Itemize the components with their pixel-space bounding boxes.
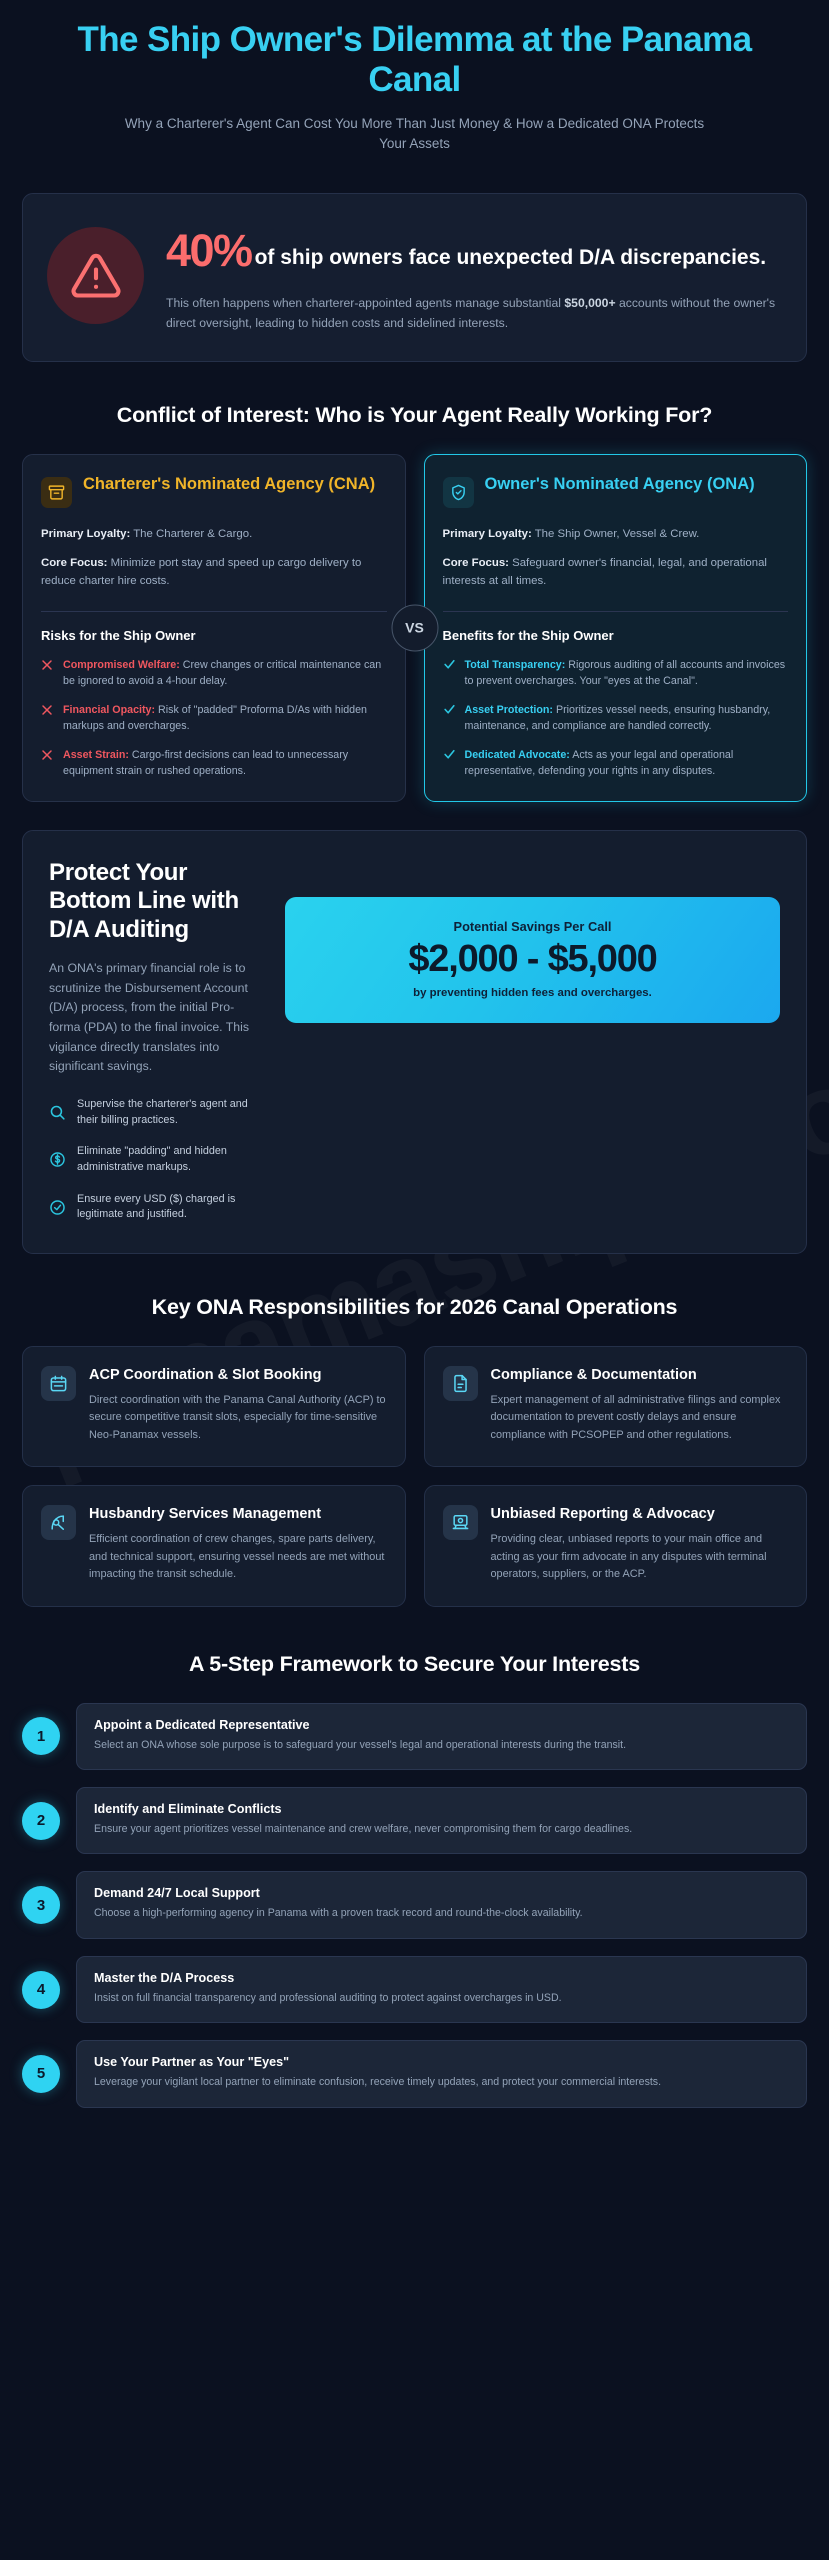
da-auditing-checks <box>49 1097 259 1223</box>
responsibility-title: Compliance & Documentation <box>490 1366 697 1383</box>
cna-risk-1-label: Financial Opacity: <box>63 703 156 716</box>
comparison-container <box>22 454 807 802</box>
step-number-badge: 4 <box>22 1971 60 2009</box>
stat-headline-text: of ship owners face unexpected D/A discrepancies. <box>254 246 767 270</box>
check-circle-icon <box>49 1199 66 1216</box>
step-number-badge: 2 <box>22 1802 60 1840</box>
da-auditing-left <box>49 859 259 1223</box>
framework-step <box>22 2040 807 2107</box>
cna-risk-0-label: Compromised Welfare: <box>63 658 180 671</box>
da-auditing-lead: An ONA's primary financial role is to scrutinize the Disbursement Account (D/A) process, from the initial Pro-forma (PDA) to the final invoice. This vigilance directly translates into significant savings. <box>49 960 250 1074</box>
responsibility-text: Expert management of all administrative filings and complex documentation to prevent costly delays and ensure compliance with PCSOPEP and other regulations. <box>490 1393 781 1441</box>
ona-card <box>424 454 808 802</box>
step-text: Choose a high-performing agency in Panama with a proven track record and round-the-clock availability. <box>94 1907 583 1920</box>
savings-label: Potential Savings Per Call <box>453 919 612 935</box>
list-item <box>443 657 789 689</box>
da-auditing-right <box>285 859 780 1023</box>
list-item <box>49 1144 259 1175</box>
ona-title: Owner's Nominated Agency (ONA) <box>484 474 755 493</box>
cna-loyalty-value: The Charterer & Cargo. <box>130 527 253 540</box>
list-item-text <box>63 657 387 689</box>
framework-section-title: A 5-Step Framework to Secure Your Interests <box>188 1651 640 1676</box>
step-title: Identify and Eliminate Conflicts <box>94 1801 282 1816</box>
page-title: The Ship Owner's Dilemma at the Panama Canal <box>77 20 752 99</box>
list-item-text <box>63 702 387 734</box>
cna-loyalty-label: Primary Loyalty: <box>41 527 131 540</box>
savings-card <box>285 897 780 1023</box>
step-card <box>76 2040 807 2107</box>
da-check-2-text: Ensure every USD ($) charged is legitimate and justified. <box>77 1192 236 1221</box>
ona-benefit-list <box>443 657 789 779</box>
list-item <box>49 1097 259 1128</box>
da-check-1-text: Eliminate "padding" and hidden administrative markups. <box>77 1145 227 1173</box>
stat-note-amount: $50,000+ <box>564 295 616 310</box>
list-item-text <box>63 747 387 779</box>
anchor-tools-icon <box>41 1505 76 1540</box>
cna-card <box>22 454 406 802</box>
page-subtitle: Why a Charterer's Agent Can Cost You More Than Just Money & How a Dedicated ONA Protects Your Assets <box>124 115 705 152</box>
responsibility-body <box>491 1505 789 1583</box>
step-number-badge: 5 <box>22 2055 60 2093</box>
cna-title: Charterer's Nominated Agency (CNA) <box>83 474 376 493</box>
step-title: Master the D/A Process <box>94 1970 235 1985</box>
list-item-text <box>465 747 789 779</box>
cna-card-header <box>41 475 387 508</box>
stat-headline <box>166 223 782 279</box>
step-text: Select an ONA whose sole purpose is to safeguard your vessel's legal and operational interests during the transit. <box>94 1738 627 1751</box>
cna-risk-1-text: Risk of "padded" Proforma D/As with hidden markups and overcharges. <box>63 703 368 732</box>
cna-focus-label: Core Focus: <box>41 557 108 570</box>
ona-divider <box>443 611 789 612</box>
ona-loyalty <box>443 526 789 544</box>
ona-benefit-0-text: Rigorous auditing of all accounts and invoices to prevent overcharges. Your "eyes at the Canal". <box>464 658 786 687</box>
conflict-section-title: Conflict of Interest: Who is Your Agent Really Working For? <box>116 402 713 427</box>
ona-list-title: Benefits for the Ship Owner <box>442 627 614 643</box>
cna-list-title: Risks for the Ship Owner <box>41 627 196 643</box>
step-title: Demand 24/7 Local Support <box>94 1886 260 1901</box>
step-number-badge: 1 <box>22 1717 60 1755</box>
da-auditing-title: Protect Your Bottom Line with D/A Auditing <box>49 859 239 943</box>
cna-divider <box>41 611 387 612</box>
ona-benefit-2-label: Dedicated Advocate: <box>464 748 570 761</box>
cna-focus <box>41 555 387 590</box>
responsibility-card <box>22 1485 406 1606</box>
cna-risk-list <box>41 657 387 779</box>
statistic-card <box>22 193 807 362</box>
x-mark-icon <box>41 658 54 676</box>
framework-list <box>22 1703 807 2108</box>
archive-box-icon <box>41 477 72 508</box>
ona-focus <box>443 555 789 590</box>
list-item <box>41 747 387 779</box>
framework-step <box>22 1787 807 1854</box>
cna-focus-value: Minimize port stay and speed up cargo delivery to reduce charter hire costs. <box>41 557 362 588</box>
step-title: Use Your Partner as Your "Eyes" <box>94 2055 290 2070</box>
stat-percent: 40% <box>166 225 252 277</box>
x-mark-icon <box>41 703 54 721</box>
ona-benefit-0-label: Total Transparency: <box>464 658 566 671</box>
responsibility-body <box>89 1505 387 1583</box>
list-item <box>443 747 789 779</box>
stat-note <box>166 293 782 333</box>
step-card <box>76 1871 807 1938</box>
savings-fine-print: by preventing hidden fees and overcharges. <box>413 986 652 999</box>
search-icon <box>49 1104 66 1121</box>
ona-loyalty-label: Primary Loyalty: <box>442 527 532 540</box>
responsibility-body <box>491 1366 789 1444</box>
cna-loyalty <box>41 526 387 544</box>
framework-step <box>22 1871 807 1938</box>
report-monitor-icon <box>443 1505 478 1540</box>
da-auditing-card <box>22 830 807 1254</box>
responsibility-text: Efficient coordination of crew changes, spare parts delivery, and technical support, ensuring vessel needs are met without impacting the transit schedule. <box>89 1533 385 1581</box>
framework-step <box>22 1956 807 2023</box>
check-mark-icon <box>443 658 456 676</box>
step-text: Insist on full financial transparency and professional auditing to protect against overcharges in USD. <box>94 1991 562 2004</box>
responsibility-title: ACP Coordination & Slot Booking <box>89 1366 322 1383</box>
responsibility-text: Direct coordination with the Panama Canal Authority (ACP) to secure competitive transit slots, especially for time-sensitive Neo-Panamax vessels. <box>89 1393 386 1441</box>
step-card <box>76 1787 807 1854</box>
x-mark-icon <box>41 748 54 766</box>
list-item-text <box>465 657 789 689</box>
ona-benefit-1-label: Asset Protection: <box>464 703 553 716</box>
document-icon <box>443 1366 478 1401</box>
list-item <box>41 702 387 734</box>
list-item <box>49 1192 259 1223</box>
list-item <box>443 702 789 734</box>
responsibility-card <box>424 1485 808 1606</box>
cna-risk-0-text: Crew changes or critical maintenance can be ignored to avoid a 4-hour delay. <box>63 658 382 687</box>
ona-benefit-1-text: Prioritizes vessel needs, ensuring husbandry, maintenance, and compliance are handled correctly. <box>464 703 771 732</box>
step-text: Ensure your agent prioritizes vessel maintenance and crew welfare, never compromising them for cargo deadlines. <box>94 1822 633 1835</box>
responsibilities-grid <box>22 1346 807 1607</box>
responsibility-card <box>22 1346 406 1467</box>
step-title: Appoint a Dedicated Representative <box>94 1717 310 1732</box>
shield-check-icon <box>443 477 474 508</box>
responsibility-body <box>89 1366 387 1444</box>
responsibility-title: Husbandry Services Management <box>89 1506 322 1523</box>
dollar-circle-icon <box>49 1151 66 1168</box>
ona-focus-value: Safeguard owner's financial, legal, and operational interests at all times. <box>442 557 767 588</box>
da-check-0-text: Supervise the charterer's agent and their billing practices. <box>77 1097 248 1126</box>
list-item <box>41 657 387 689</box>
vs-badge: VS <box>391 604 438 651</box>
header <box>22 0 807 160</box>
step-card <box>76 1956 807 2023</box>
responsibility-title: Unbiased Reporting & Advocacy <box>490 1506 715 1523</box>
cna-risk-2-label: Asset Strain: <box>63 748 129 761</box>
cna-risk-2-text: Cargo-first decisions can lead to unnecessary equipment strain or rushed operations. <box>63 748 349 777</box>
savings-amount: $2,000 - $5,000 <box>408 938 657 981</box>
responsibility-text: Providing clear, unbiased reports to your main office and acting as your firm advocate in any disputes with terminal operators, suppliers, or the ACP. <box>490 1533 767 1581</box>
step-number-badge: 3 <box>22 1886 60 1924</box>
step-card <box>76 1703 807 1770</box>
ona-benefit-2-text: Acts as your legal and operational representative, defending your rights in any disputes. <box>464 748 734 777</box>
ona-loyalty-value: The Ship Owner, Vessel & Crew. <box>531 527 700 540</box>
responsibility-card <box>424 1346 808 1467</box>
stat-note-after: accounts without the owner's direct oversight, leading to hidden costs and sidelined interests. <box>166 295 776 330</box>
warning-triangle-icon <box>47 227 144 324</box>
framework-step <box>22 1703 807 1770</box>
ona-card-header <box>443 475 789 508</box>
check-mark-icon <box>443 748 456 766</box>
check-mark-icon <box>443 703 456 721</box>
list-item-text <box>465 702 789 734</box>
ona-focus-label: Core Focus: <box>442 557 509 570</box>
stat-note-before: This often happens when charterer-appointed agents manage substantial <box>166 295 565 310</box>
calendar-icon <box>41 1366 76 1401</box>
responsibilities-section-title: Key ONA Responsibilities for 2026 Canal Operations <box>151 1294 678 1319</box>
step-text: Leverage your vigilant local partner to eliminate confusion, receive timely updates, and protect your commercial interests. <box>94 2076 662 2089</box>
